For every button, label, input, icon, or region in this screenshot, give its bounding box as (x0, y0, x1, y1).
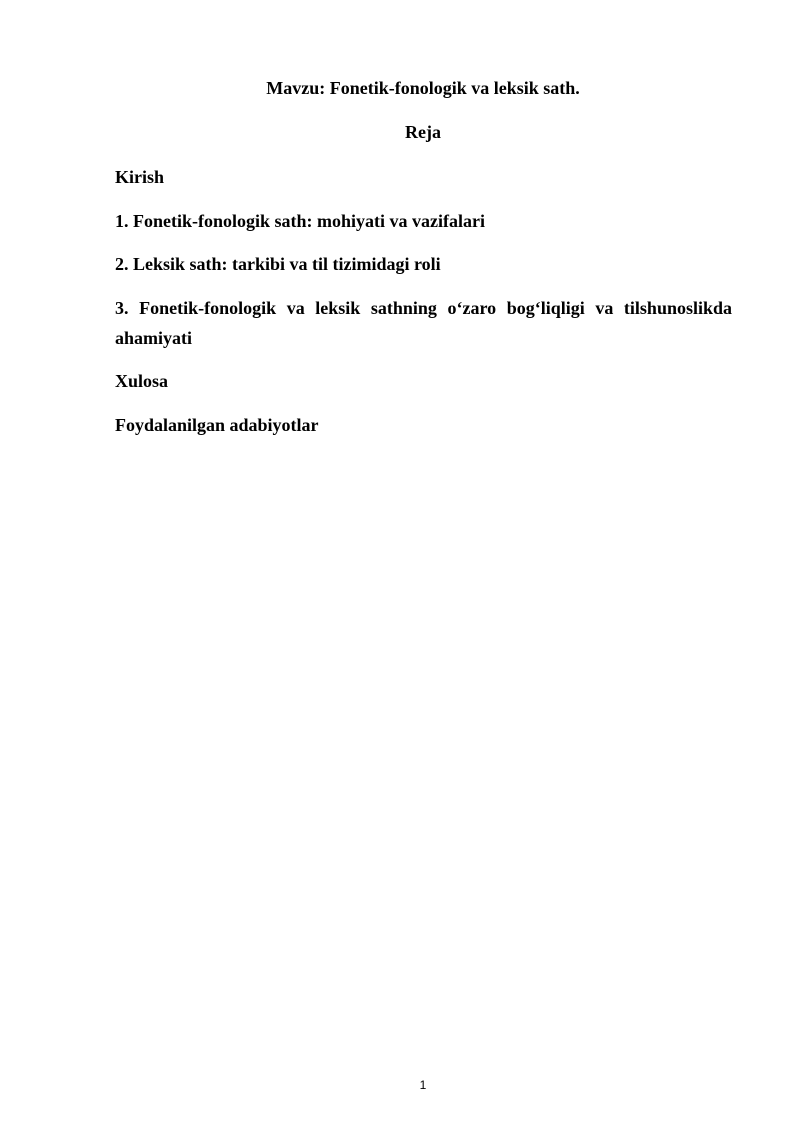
plan-list (115, 162, 732, 453)
plan-item-introduction: Kirish (115, 167, 165, 187)
plan-item-2: 2. Leksik sath: tarkibi va til tizimidagi roli (115, 254, 441, 274)
plan-item-references: Foydalanilgan adabiyotlar (115, 414, 319, 435)
plan-item-1: 1. Fonetik-fonologik sath: mohiyati va vazifalari (115, 210, 485, 231)
page-number: 1 (419, 1078, 427, 1092)
plan-item-3: 3. Fonetik-fonologik va leksik sathning o‘zaro bog‘liqligi va tilshunoslikda ahamiyati (115, 297, 732, 348)
plan-heading: Reja (405, 122, 441, 142)
plan-item-conclusion: Xulosa (115, 371, 169, 391)
document-title: Mavzu: Fonetik-fonologik va leksik sath. (266, 78, 580, 98)
